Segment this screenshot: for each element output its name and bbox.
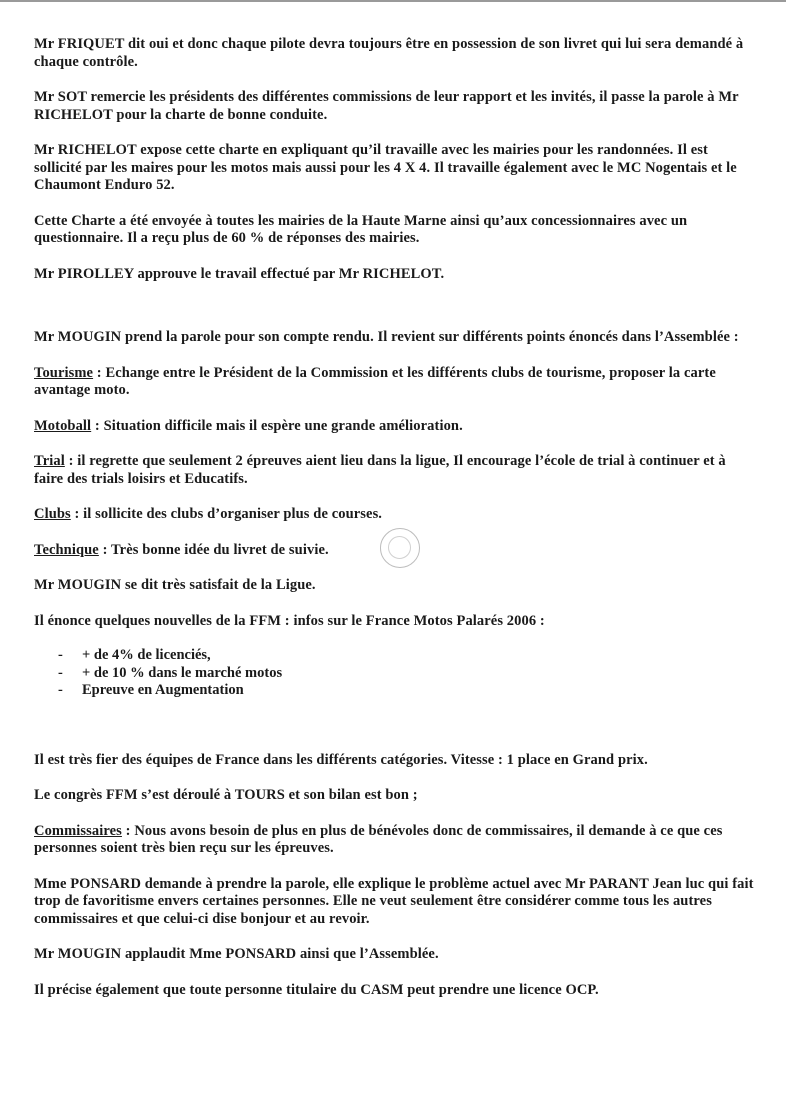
scan-top-edge (0, 0, 786, 2)
paragraph-mougin-intro: Mr MOUGIN prend la parole pour son compte rendu. Il revient sur différents points énoncés dans l’Assemblée : (34, 329, 739, 345)
point-tourisme (34, 365, 754, 400)
paragraph-pirolley: Mr PIROLLEY approuve le travail effectué par Mr RICHELOT. (34, 265, 445, 282)
point-text: : Très bonne idée du livret de suivie. (98, 541, 329, 558)
point-trial (34, 453, 754, 488)
paragraph-ffm-intro: Il énonce quelques nouvelles de la FFM : infos sur le France Motos Palarés 2006 : (34, 612, 545, 629)
point-text: : Nous avons besoin de plus en plus de bénévoles donc de commissaires, il demande à ce que ces personnes soient très bien reçu sur les épreuves. (34, 822, 723, 856)
point-text: : Situation difficile mais il espère une grande amélioration. (91, 417, 463, 434)
point-commissaires (34, 823, 754, 858)
point-label: Motoball (34, 417, 92, 434)
list-item (34, 682, 754, 700)
list-item-text: + de 4% de licenciés, (82, 647, 211, 663)
paragraph-congress: Le congrès FFM s’est déroulé à TOURS et son bilan est bon ; (34, 787, 418, 803)
list-item-text: Epreuve en Augmentation (82, 682, 244, 698)
stamp-logo (380, 528, 420, 568)
paragraph-ponsard: Mme PONSARD demande à prendre la parole, elle explique le problème actuel avec Mr PARANT Jean luc qui fait trop de favoritisme envers certaines personnes. Elle ne veut seulement être considérer comme tous les autres commissaires et que celui-ci dise bonjour et au revoir. (34, 875, 754, 927)
point-clubs (34, 506, 754, 524)
paragraph-casm: Il précise également que toute personne titulaire du CASM peut prendre une licence OCP. (34, 981, 599, 998)
point-label: Technique (34, 541, 99, 558)
paragraph-proud: Il est très fier des équipes de France dans les différents catégories. Vitesse : 1 place en Grand prix. (34, 751, 648, 768)
point-text: : il sollicite des clubs d’organiser plus de courses. (70, 506, 383, 522)
point-motoball (34, 418, 754, 436)
point-label: Commissaires (34, 822, 122, 839)
ffm-news-list (34, 647, 754, 700)
paragraph-friquet: Mr FRIQUET dit oui et donc chaque pilote devra toujours être en possession de son livret qui lui sera demandé à chaque contrôle. (34, 36, 744, 70)
list-item (34, 665, 754, 683)
document-page (34, 36, 754, 999)
paragraph-charte: Cette Charte a été envoyée à toutes les mairies de la Haute Marne ainsi qu’aux concessionnaires avec un questionnaire. Il a reçu plus de 60 % de réponses des mairies. (34, 212, 688, 246)
point-text: : il regrette que seulement 2 épreuves aient lieu dans la ligue, Il encourage l’école de trial à continuer et à faire des trials loisirs et Educatifs. (34, 453, 726, 487)
list-dash: - (58, 647, 63, 663)
point-label: Clubs (34, 506, 71, 522)
point-label: Tourisme (34, 364, 94, 381)
list-dash: - (58, 664, 63, 681)
point-label: Trial (34, 453, 65, 469)
paragraph-sot: Mr SOT remercie les présidents des différentes commissions de leur rapport et les invités, il passe la parole à Mr RICHELOT pour la charte de bonne conduite. (34, 89, 739, 123)
list-dash: - (58, 682, 63, 698)
paragraph-applause: Mr MOUGIN applaudit Mme PONSARD ainsi que l’Assemblée. (34, 946, 439, 962)
paragraph-richelot: Mr RICHELOT expose cette charte en expliquant qu’il travaille avec les mairies pour les randonnées. Il est sollicité par les maires pour les motos mais aussi pour les 4 X 4. Il travaille également avec le MC Nogentais et le Chaumont Enduro 52. (34, 142, 737, 193)
list-item-text: + de 10 % dans le marché motos (82, 664, 283, 681)
paragraph-satisfied: Mr MOUGIN se dit très satisfait de la Ligue. (34, 577, 316, 593)
point-text: : Echange entre le Président de la Commission et les différents clubs de tourisme, proposer la carte avantage moto. (34, 364, 716, 398)
list-item (34, 647, 754, 665)
